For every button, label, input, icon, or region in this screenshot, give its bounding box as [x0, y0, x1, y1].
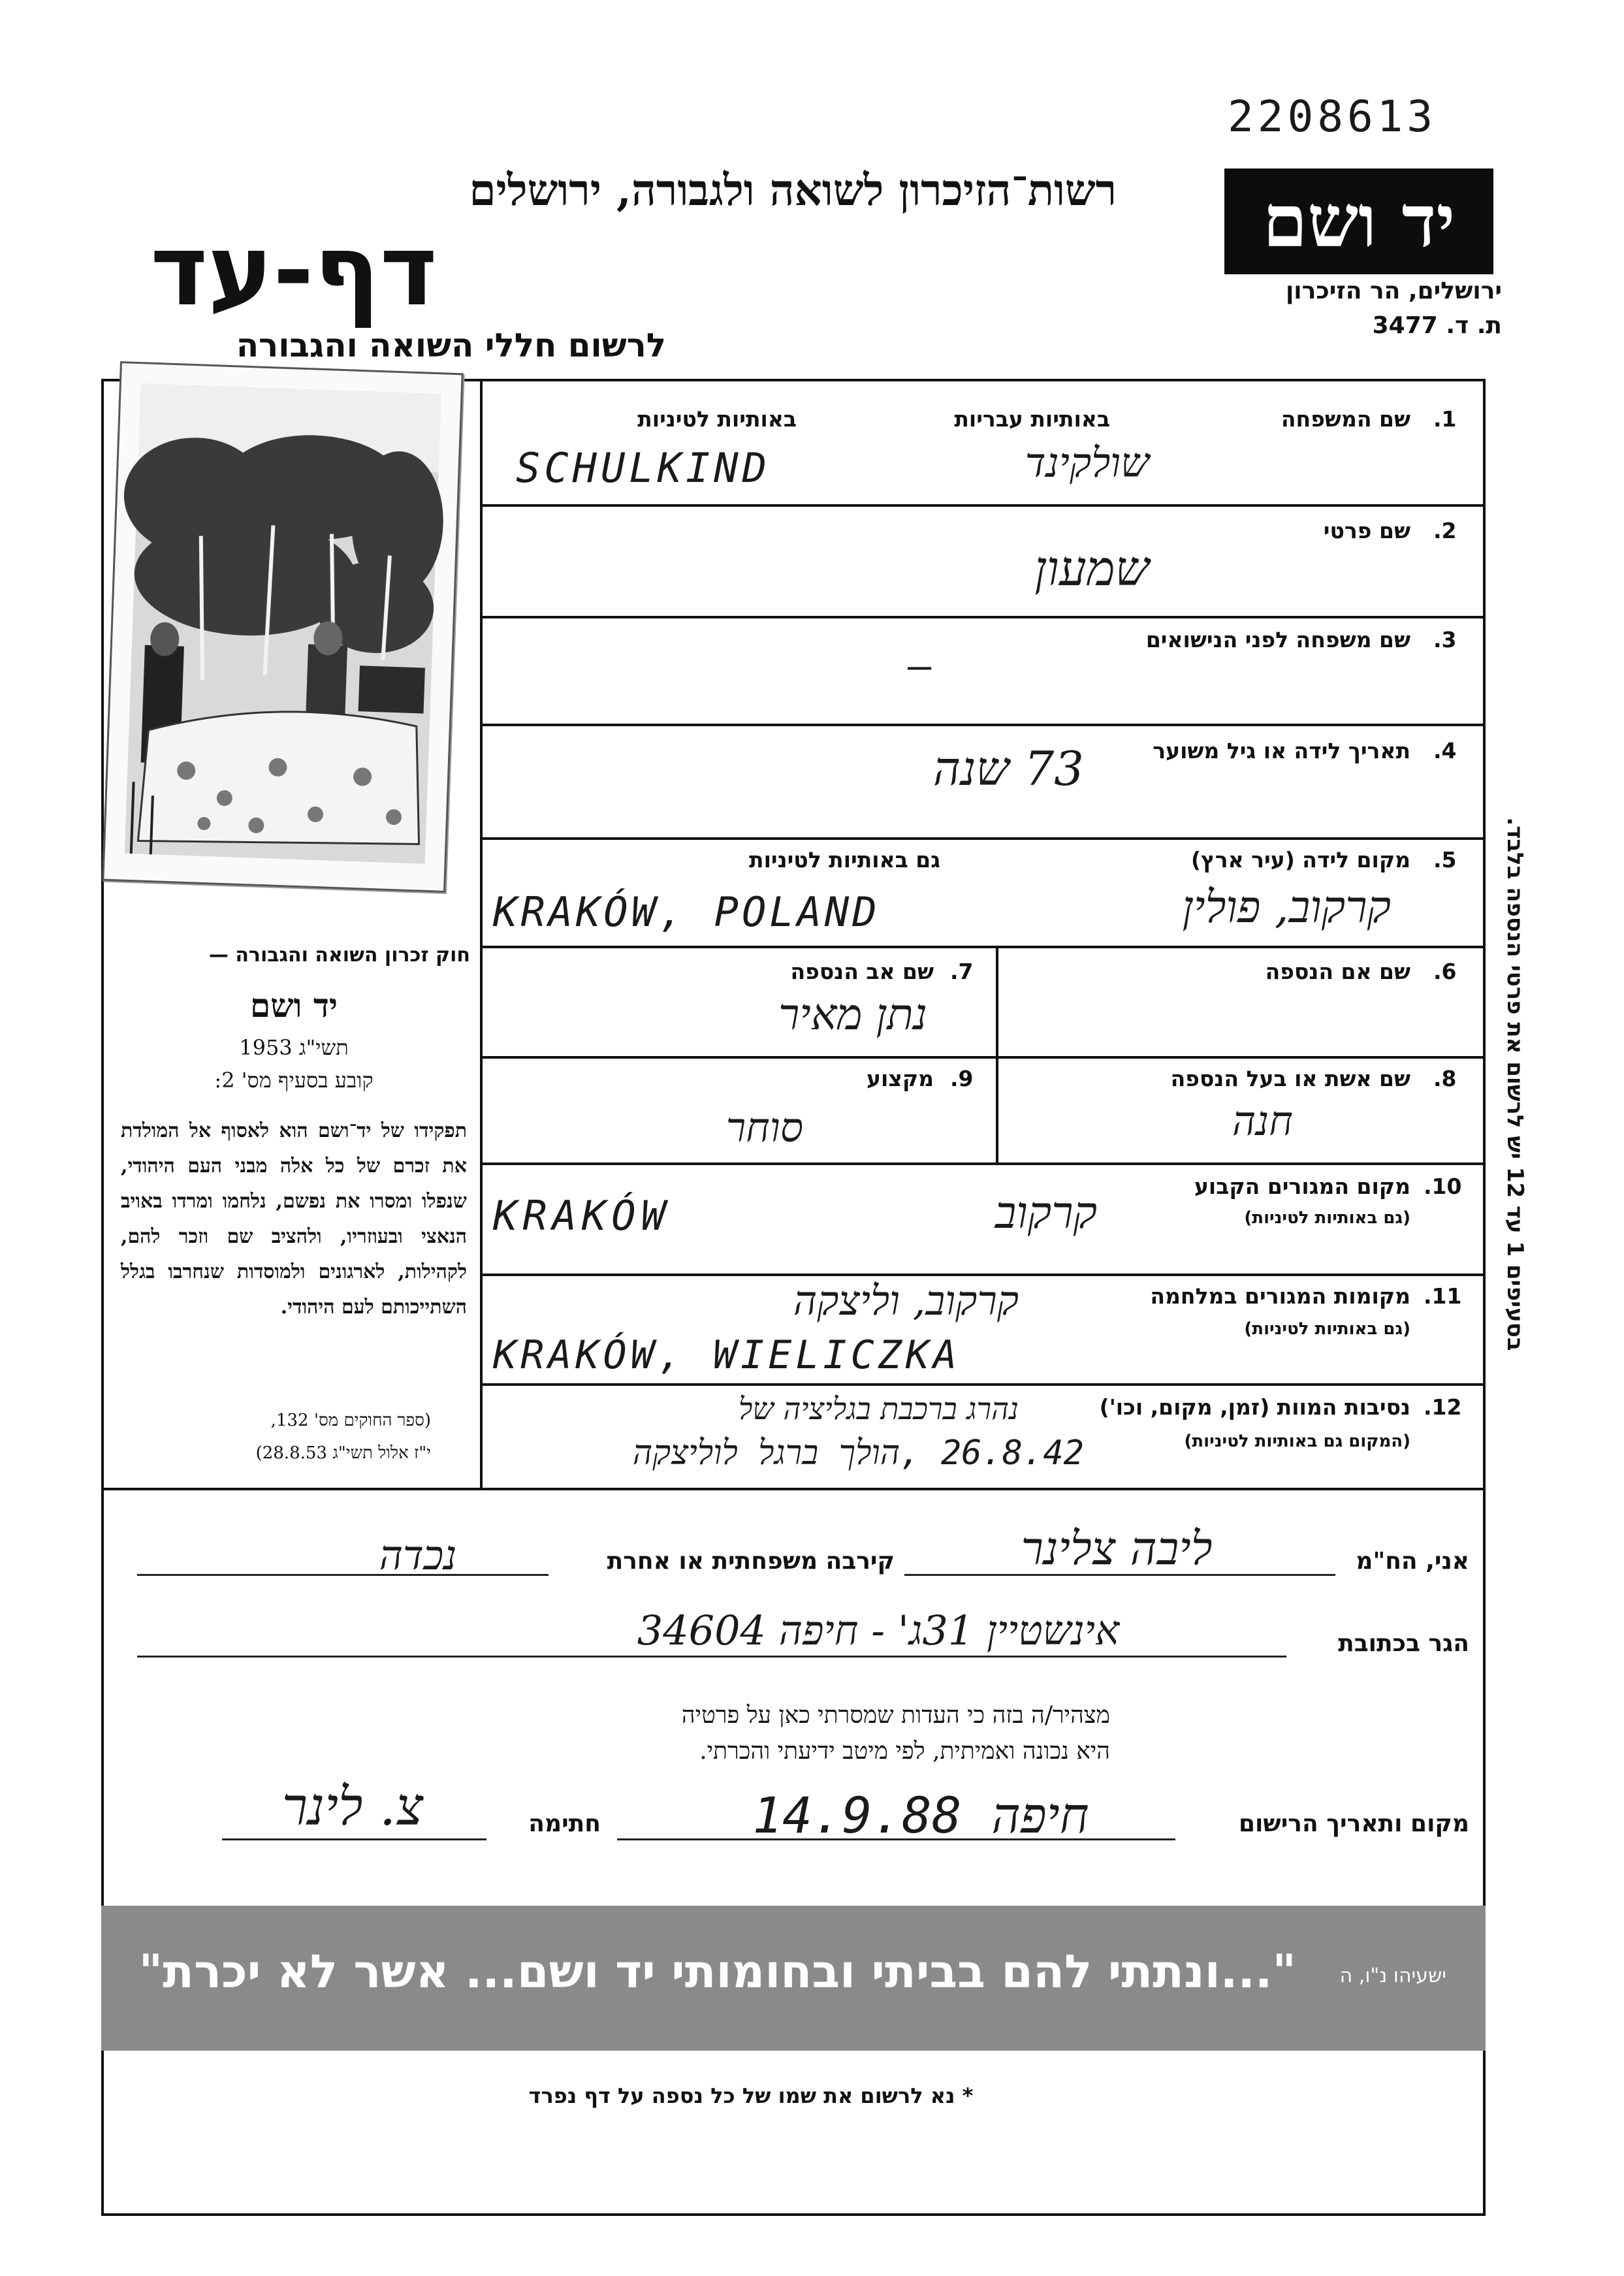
field-10-sublabel: (גם באותיות לטיניות): [1244, 1208, 1410, 1228]
address-line: [137, 1656, 1286, 1658]
fields-column-divider: [480, 379, 483, 1489]
field-7-number: 7.: [950, 959, 974, 984]
field-9-label: מקצוע: [866, 1066, 934, 1091]
yad-vashem-logo: [1224, 168, 1493, 274]
place-date-value: חיפה 14.9.88: [752, 1786, 1089, 1844]
row-line-6: [480, 1056, 1486, 1059]
field-11-latin-value: KRAKÓW, WIELICZKA: [493, 1332, 961, 1378]
field-1-hebrew-value: שולקינד: [1025, 439, 1149, 487]
field-6-number: 6.: [1433, 959, 1457, 984]
field-11-label: מקומות המגורים במלחמה: [1150, 1283, 1410, 1309]
field-8-label: שם אשת או בעל הנספה: [1170, 1066, 1410, 1091]
row-line-10: [101, 1488, 1486, 1490]
field-1-latin-label: באותיות לטיניות: [637, 406, 797, 432]
field-5-label: מקום לידה (עיר ארץ): [1190, 847, 1410, 873]
law-text: תפקידו של יד־ושם הוא לאסוף אל המולדת את זכרם של כל אלה מבני העם היהודי, שנפלו ומסרו את נפשם, נלחמו ומרדו באויב הנאצי ובעוזריו, ולהציב שם וזכר להם, לקהילות, לארגונים ולמוסדות שנחרבו בגלל השתייכותם לעם היהודי.: [121, 1119, 467, 1319]
field-11-sublabel: (גם באותיות לטיניות): [1244, 1319, 1410, 1339]
field-3-number: 3.: [1433, 627, 1457, 652]
field-9-value: סוחר: [725, 1104, 803, 1151]
law-name: יד ושם: [250, 986, 338, 1025]
field-5-hebrew-value: קרקוב, פולין: [1182, 882, 1391, 933]
form-title: דף-עד: [150, 214, 438, 328]
field-1-latin-value: SCHULKIND: [516, 444, 771, 492]
field-5-number: 5.: [1433, 847, 1457, 873]
row-line-3: [480, 724, 1486, 726]
field-12-label: נסיבות המוות (זמן, מקום, וכו'): [1099, 1394, 1410, 1420]
statement-line-1: מצהיר/ה בזה כי העדות שמסרתי כאן על פרטיה: [681, 1702, 1110, 1729]
declarant-label: אני, הח"מ: [1356, 1548, 1469, 1575]
document-number: 2208613: [1228, 91, 1437, 142]
statement-line-2: היא נכונה ואמיתית, לפי מיטב ידיעתי והכרתי.: [699, 1738, 1110, 1765]
law-reference-1: (ספר החוקים מס' 132,: [270, 1411, 431, 1430]
banner-quote: "...ונתתי להם בביתי ובחומותי יד ושם... אשר לא יכרת": [138, 1945, 1296, 1998]
field-1-label: שם המשפחה: [1281, 406, 1410, 432]
field-9-number: 9.: [950, 1066, 974, 1091]
authority-title: רשות־הזיכרון לשואה ולגבורה, ירושלים: [469, 165, 1117, 216]
field-10-latin-value: KRAKÓW: [493, 1192, 671, 1240]
field-4-label: תאריך לידה או גיל משוער: [1153, 738, 1410, 763]
row-line-7: [480, 1162, 1486, 1165]
field-10-hebrew-value: קרקוב: [995, 1187, 1097, 1239]
row-line-4: [480, 837, 1486, 840]
relation-label: קירבה משפחתית או אחרת: [607, 1548, 895, 1575]
quote-banner: [101, 1906, 1486, 2051]
logo-address: ירושלים, הר הזיכרון: [1285, 278, 1502, 304]
field-2-label: שם פרטי: [1323, 518, 1410, 543]
address-value: אינשטיין 31ג' - חיפה 34604: [637, 1607, 1120, 1654]
field-10-label: מקום המגורים הקבוע: [1194, 1174, 1410, 1199]
field-7-label: שם אב הנספה: [790, 959, 934, 984]
banner-source: ישעיהו נ"ו, ה: [1339, 1964, 1446, 1987]
relation-value: נכדה: [379, 1531, 457, 1579]
row-line-1: [480, 504, 1486, 507]
footer-note: * נא לרשום את שמו של כל נספה על דף נפרד: [528, 2083, 974, 2108]
field-5-latin-value: KRAKÓW, POLAND: [493, 888, 880, 936]
law-year: תשי"ג 1953: [239, 1035, 349, 1060]
field-3-value: —: [908, 643, 932, 689]
logo-pobox: ת. ד. 3477: [1372, 312, 1502, 339]
row-line-2: [480, 616, 1486, 618]
victim-photo: [102, 361, 463, 893]
logo-text: יד ושם: [1262, 179, 1456, 263]
field-2-number: 2.: [1433, 518, 1457, 543]
field-11-hebrew-value: קרקוב, וליצקה: [793, 1277, 1019, 1324]
field-1-number: 1.: [1433, 406, 1457, 432]
field-8-number: 8.: [1433, 1066, 1457, 1091]
field-6-label: שם אם הנספה: [1265, 959, 1410, 984]
photo-image: [104, 363, 461, 891]
field-8-value: חנה: [1232, 1097, 1293, 1145]
field-4-value: 73 שנה: [932, 741, 1084, 796]
field-12-value-line1: נהרג ברכבת בגליציה של: [738, 1391, 1019, 1426]
field-5-latin-label: גם באותיות לטיניות: [749, 847, 940, 873]
field-12-value-line2: 26.8.42 ,הולך ברגל לוליצקה: [632, 1434, 1084, 1473]
field-3-label: שם משפחה לפני הנישואים: [1145, 627, 1410, 652]
field-7-value: נתן מאיר: [778, 989, 927, 1040]
law-title: חוק זכרון השואה והגבורה —: [208, 944, 470, 967]
signature-line: [222, 1838, 486, 1840]
place-date-label: מקום ותאריך הרישום: [1238, 1810, 1469, 1837]
law-clause: קובע בסעיף מס' 2:: [214, 1068, 374, 1093]
field-12-number: 12.: [1424, 1394, 1462, 1420]
field-11-number: 11.: [1424, 1283, 1462, 1309]
law-reference-2: י"ז אלול תשי"ג 28.8.53): [255, 1443, 431, 1463]
field-4-number: 4.: [1433, 738, 1457, 763]
signature-value: צ. לינר: [281, 1776, 424, 1837]
row-line-9: [480, 1383, 1486, 1386]
split-6-7: [996, 946, 998, 1162]
side-note: בסעיפים 1 עד 12 יש לרשום את פרטי הנספה בלבד.: [1502, 817, 1528, 1351]
field-1-hebrew-label: באותיות עבריות: [954, 406, 1110, 432]
field-2-value: שמעון: [1034, 541, 1149, 597]
signature-label: חתימה: [528, 1810, 601, 1837]
address-label: הגר בכתובת: [1338, 1630, 1469, 1657]
field-10-number: 10.: [1424, 1174, 1462, 1199]
row-line-8: [480, 1274, 1486, 1276]
row-line-5: [480, 946, 1486, 948]
field-12-sublabel: (המקום גם באותיות לטיניות): [1184, 1432, 1410, 1451]
form-subtitle: לרשום חללי השואה והגבורה: [236, 327, 666, 364]
declarant-value: ליבה צלינר: [1021, 1522, 1213, 1575]
